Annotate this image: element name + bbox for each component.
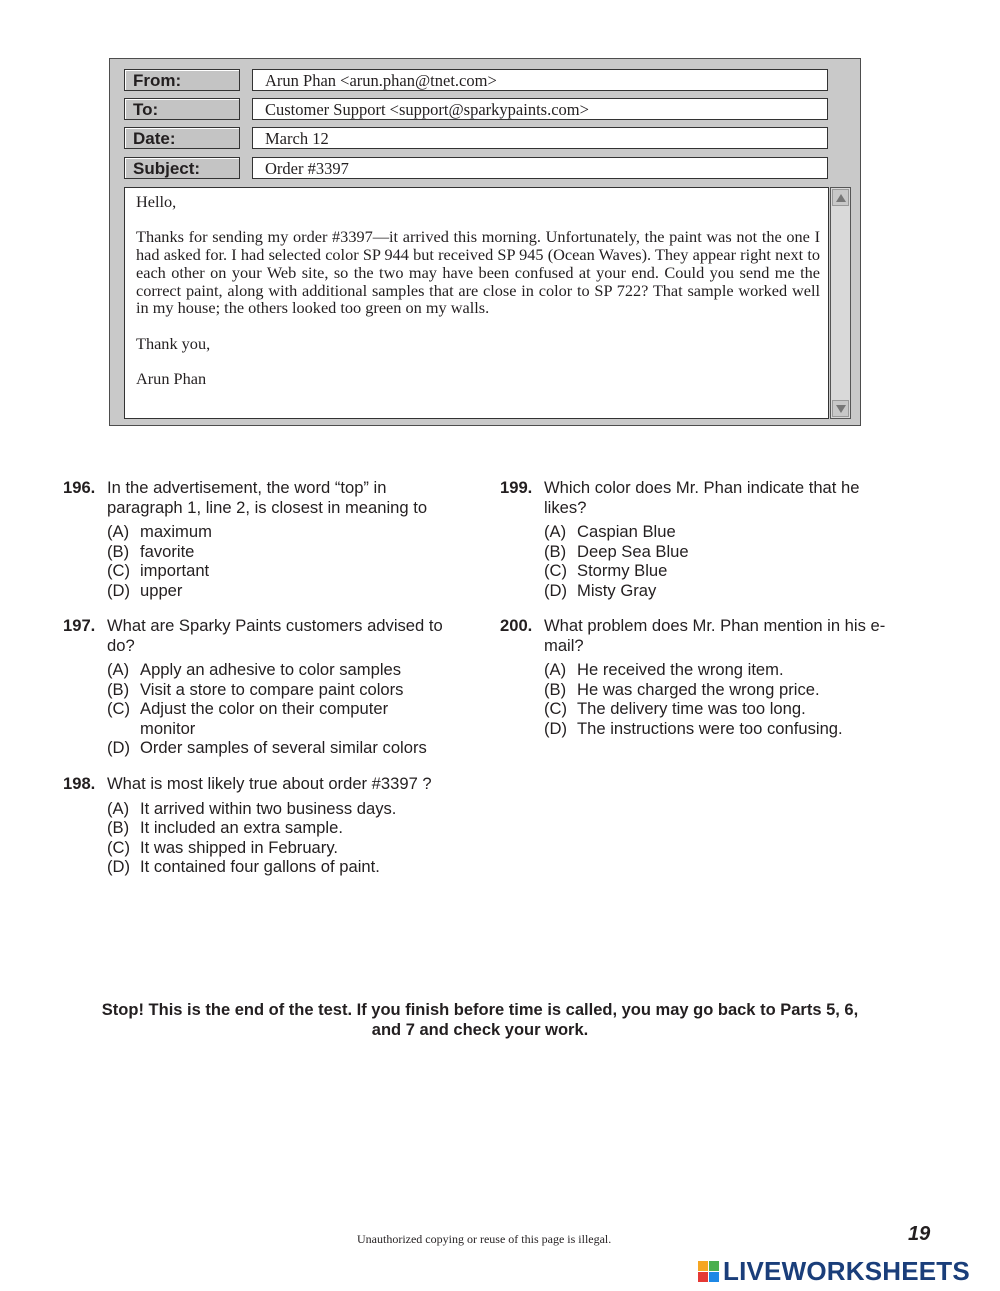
option-text: favorite bbox=[140, 541, 195, 561]
option-b[interactable] bbox=[107, 818, 463, 838]
email-body bbox=[124, 187, 829, 419]
option-a[interactable] bbox=[107, 660, 463, 680]
option-text: Order samples of several similar colors bbox=[140, 738, 427, 757]
option-text: The instructions were too confusing. bbox=[577, 718, 843, 738]
page-number: 19 bbox=[908, 1223, 931, 1245]
email-signature: Arun Phan bbox=[136, 369, 207, 389]
option-text: upper bbox=[140, 580, 183, 600]
option-d[interactable] bbox=[544, 581, 900, 601]
question-number: 199. bbox=[500, 478, 533, 497]
from-field: Arun Phan <arun.phan@tnet.com> bbox=[252, 69, 828, 91]
logo-block bbox=[698, 1272, 708, 1282]
option-text: Stormy Blue bbox=[577, 561, 668, 580]
option-text: maximum bbox=[140, 522, 212, 541]
option-letter: (A) bbox=[107, 660, 130, 679]
option-d[interactable] bbox=[544, 719, 900, 739]
option-text: important bbox=[140, 561, 210, 580]
question-198 bbox=[63, 774, 463, 877]
logo-text: LIVEWORKSHEETS bbox=[723, 1256, 970, 1286]
question-197 bbox=[63, 616, 463, 758]
option-letter: (A) bbox=[107, 522, 130, 541]
option-letter: (C) bbox=[107, 561, 131, 580]
question-number: 200. bbox=[500, 616, 533, 635]
arrow-up-icon bbox=[836, 194, 846, 202]
option-text: It arrived within two business days. bbox=[140, 798, 397, 818]
question-196 bbox=[63, 478, 463, 600]
copyright-footer: Unauthorized copying or reuse of this page is illegal. bbox=[357, 1232, 612, 1246]
option-text: Apply an adhesive to color samples bbox=[140, 660, 402, 679]
email-closing: Thank you, bbox=[136, 333, 211, 353]
stop-notice: Stop! This is the end of the test. If you finish before time is called, you may go back to Parts 5, 6, and 7 and check your work. bbox=[101, 1001, 859, 1039]
options-list bbox=[107, 522, 463, 600]
option-text: Caspian Blue bbox=[577, 522, 676, 541]
options-list bbox=[107, 799, 463, 877]
question-text: Which color does Mr. Phan indicate that he likes? bbox=[544, 478, 860, 517]
option-letter: (B) bbox=[107, 818, 130, 837]
to-field: Customer Support <support@sparkypaints.com> bbox=[252, 98, 828, 120]
option-text: He was charged the wrong price. bbox=[577, 679, 820, 699]
option-letter: (C) bbox=[107, 699, 131, 718]
option-c[interactable] bbox=[107, 699, 463, 738]
option-letter: (C) bbox=[544, 561, 568, 580]
option-letter: (D) bbox=[107, 580, 131, 600]
option-c[interactable] bbox=[544, 561, 900, 581]
option-letter: (D) bbox=[544, 718, 568, 738]
option-letter: (B) bbox=[107, 679, 130, 699]
option-letter: (B) bbox=[107, 541, 130, 561]
logo-block bbox=[698, 1261, 708, 1271]
email-scrollbar[interactable] bbox=[830, 187, 851, 419]
option-b[interactable] bbox=[107, 680, 463, 700]
question-text: What problem does Mr. Phan mention in his e-mail? bbox=[544, 616, 886, 655]
option-text: It included an extra sample. bbox=[140, 818, 343, 837]
question-text: In the advertisement, the word “top” in paragraph 1, line 2, is closest in meaning to bbox=[107, 478, 428, 517]
option-text: Misty Gray bbox=[577, 580, 657, 600]
option-d[interactable] bbox=[107, 857, 463, 877]
question-text: What is most likely true about order #3397 ? bbox=[107, 774, 432, 793]
option-text: It contained four gallons of paint. bbox=[140, 857, 380, 876]
option-c[interactable] bbox=[107, 838, 463, 858]
question-199 bbox=[500, 478, 900, 600]
option-text: He received the wrong item. bbox=[577, 660, 784, 679]
option-letter: (A) bbox=[544, 660, 567, 679]
option-a[interactable] bbox=[107, 522, 463, 542]
to-label: To: bbox=[124, 98, 240, 120]
date-label: Date: bbox=[124, 127, 240, 149]
email-paragraph: Thanks for sending my order #3397—it arrived this morning. Unfortunately, the paint was not the one I had asked for. I had selected color SP 944 but received SP 945 (Ocean Waves). They appear right next to each other on your Web site, so the two may have been confused at your end. Could you send me the correct paint, along with additional samples that are close in color to SP 722? That sample worked well in my house; the others looked too green on my walls. bbox=[136, 227, 820, 318]
option-d[interactable] bbox=[107, 738, 463, 758]
option-letter: (D) bbox=[107, 738, 131, 757]
option-d[interactable] bbox=[107, 581, 463, 601]
option-c[interactable] bbox=[107, 561, 463, 581]
option-letter: (B) bbox=[544, 541, 567, 561]
option-b[interactable] bbox=[544, 680, 900, 700]
option-letter: (C) bbox=[544, 699, 568, 718]
date-field: March 12 bbox=[252, 127, 828, 149]
email-greeting: Hello, bbox=[136, 192, 177, 211]
options-list bbox=[107, 660, 463, 758]
arrow-down-icon bbox=[836, 405, 846, 413]
subject-field: Order #3397 bbox=[252, 157, 828, 179]
option-text: The delivery time was too long. bbox=[577, 699, 806, 718]
question-number: 198. bbox=[63, 774, 96, 793]
liveworksheets-logo bbox=[698, 1256, 970, 1287]
option-text: Adjust the color on their computer monitor bbox=[140, 699, 389, 738]
options-list bbox=[544, 660, 900, 738]
option-letter: (A) bbox=[107, 798, 130, 818]
question-number: 196. bbox=[63, 478, 96, 497]
logo-blocks-icon bbox=[698, 1261, 719, 1282]
option-a[interactable] bbox=[544, 522, 900, 542]
option-text: Deep Sea Blue bbox=[577, 541, 689, 561]
option-letter: (C) bbox=[107, 837, 131, 857]
option-letter: (D) bbox=[544, 580, 568, 600]
option-a[interactable] bbox=[544, 660, 900, 680]
question-number: 197. bbox=[63, 616, 96, 635]
question-text: What are Sparky Paints customers advised to do? bbox=[107, 616, 443, 655]
option-b[interactable] bbox=[544, 542, 900, 562]
option-text: Visit a store to compare paint colors bbox=[140, 679, 404, 699]
subject-label: Subject: bbox=[124, 157, 240, 179]
logo-block bbox=[709, 1272, 719, 1282]
question-200 bbox=[500, 616, 900, 738]
option-letter: (D) bbox=[107, 857, 131, 876]
options-list bbox=[544, 522, 900, 600]
option-b[interactable] bbox=[107, 542, 463, 562]
scroll-down-button[interactable] bbox=[832, 400, 849, 417]
logo-block bbox=[709, 1261, 719, 1271]
option-letter: (A) bbox=[544, 522, 567, 541]
option-text: It was shipped in February. bbox=[140, 837, 338, 857]
option-letter: (B) bbox=[544, 679, 567, 699]
from-label: From: bbox=[124, 69, 240, 91]
option-a[interactable] bbox=[107, 799, 463, 819]
scroll-up-button[interactable] bbox=[832, 189, 849, 206]
email-window bbox=[109, 58, 861, 426]
option-c[interactable] bbox=[544, 699, 900, 719]
